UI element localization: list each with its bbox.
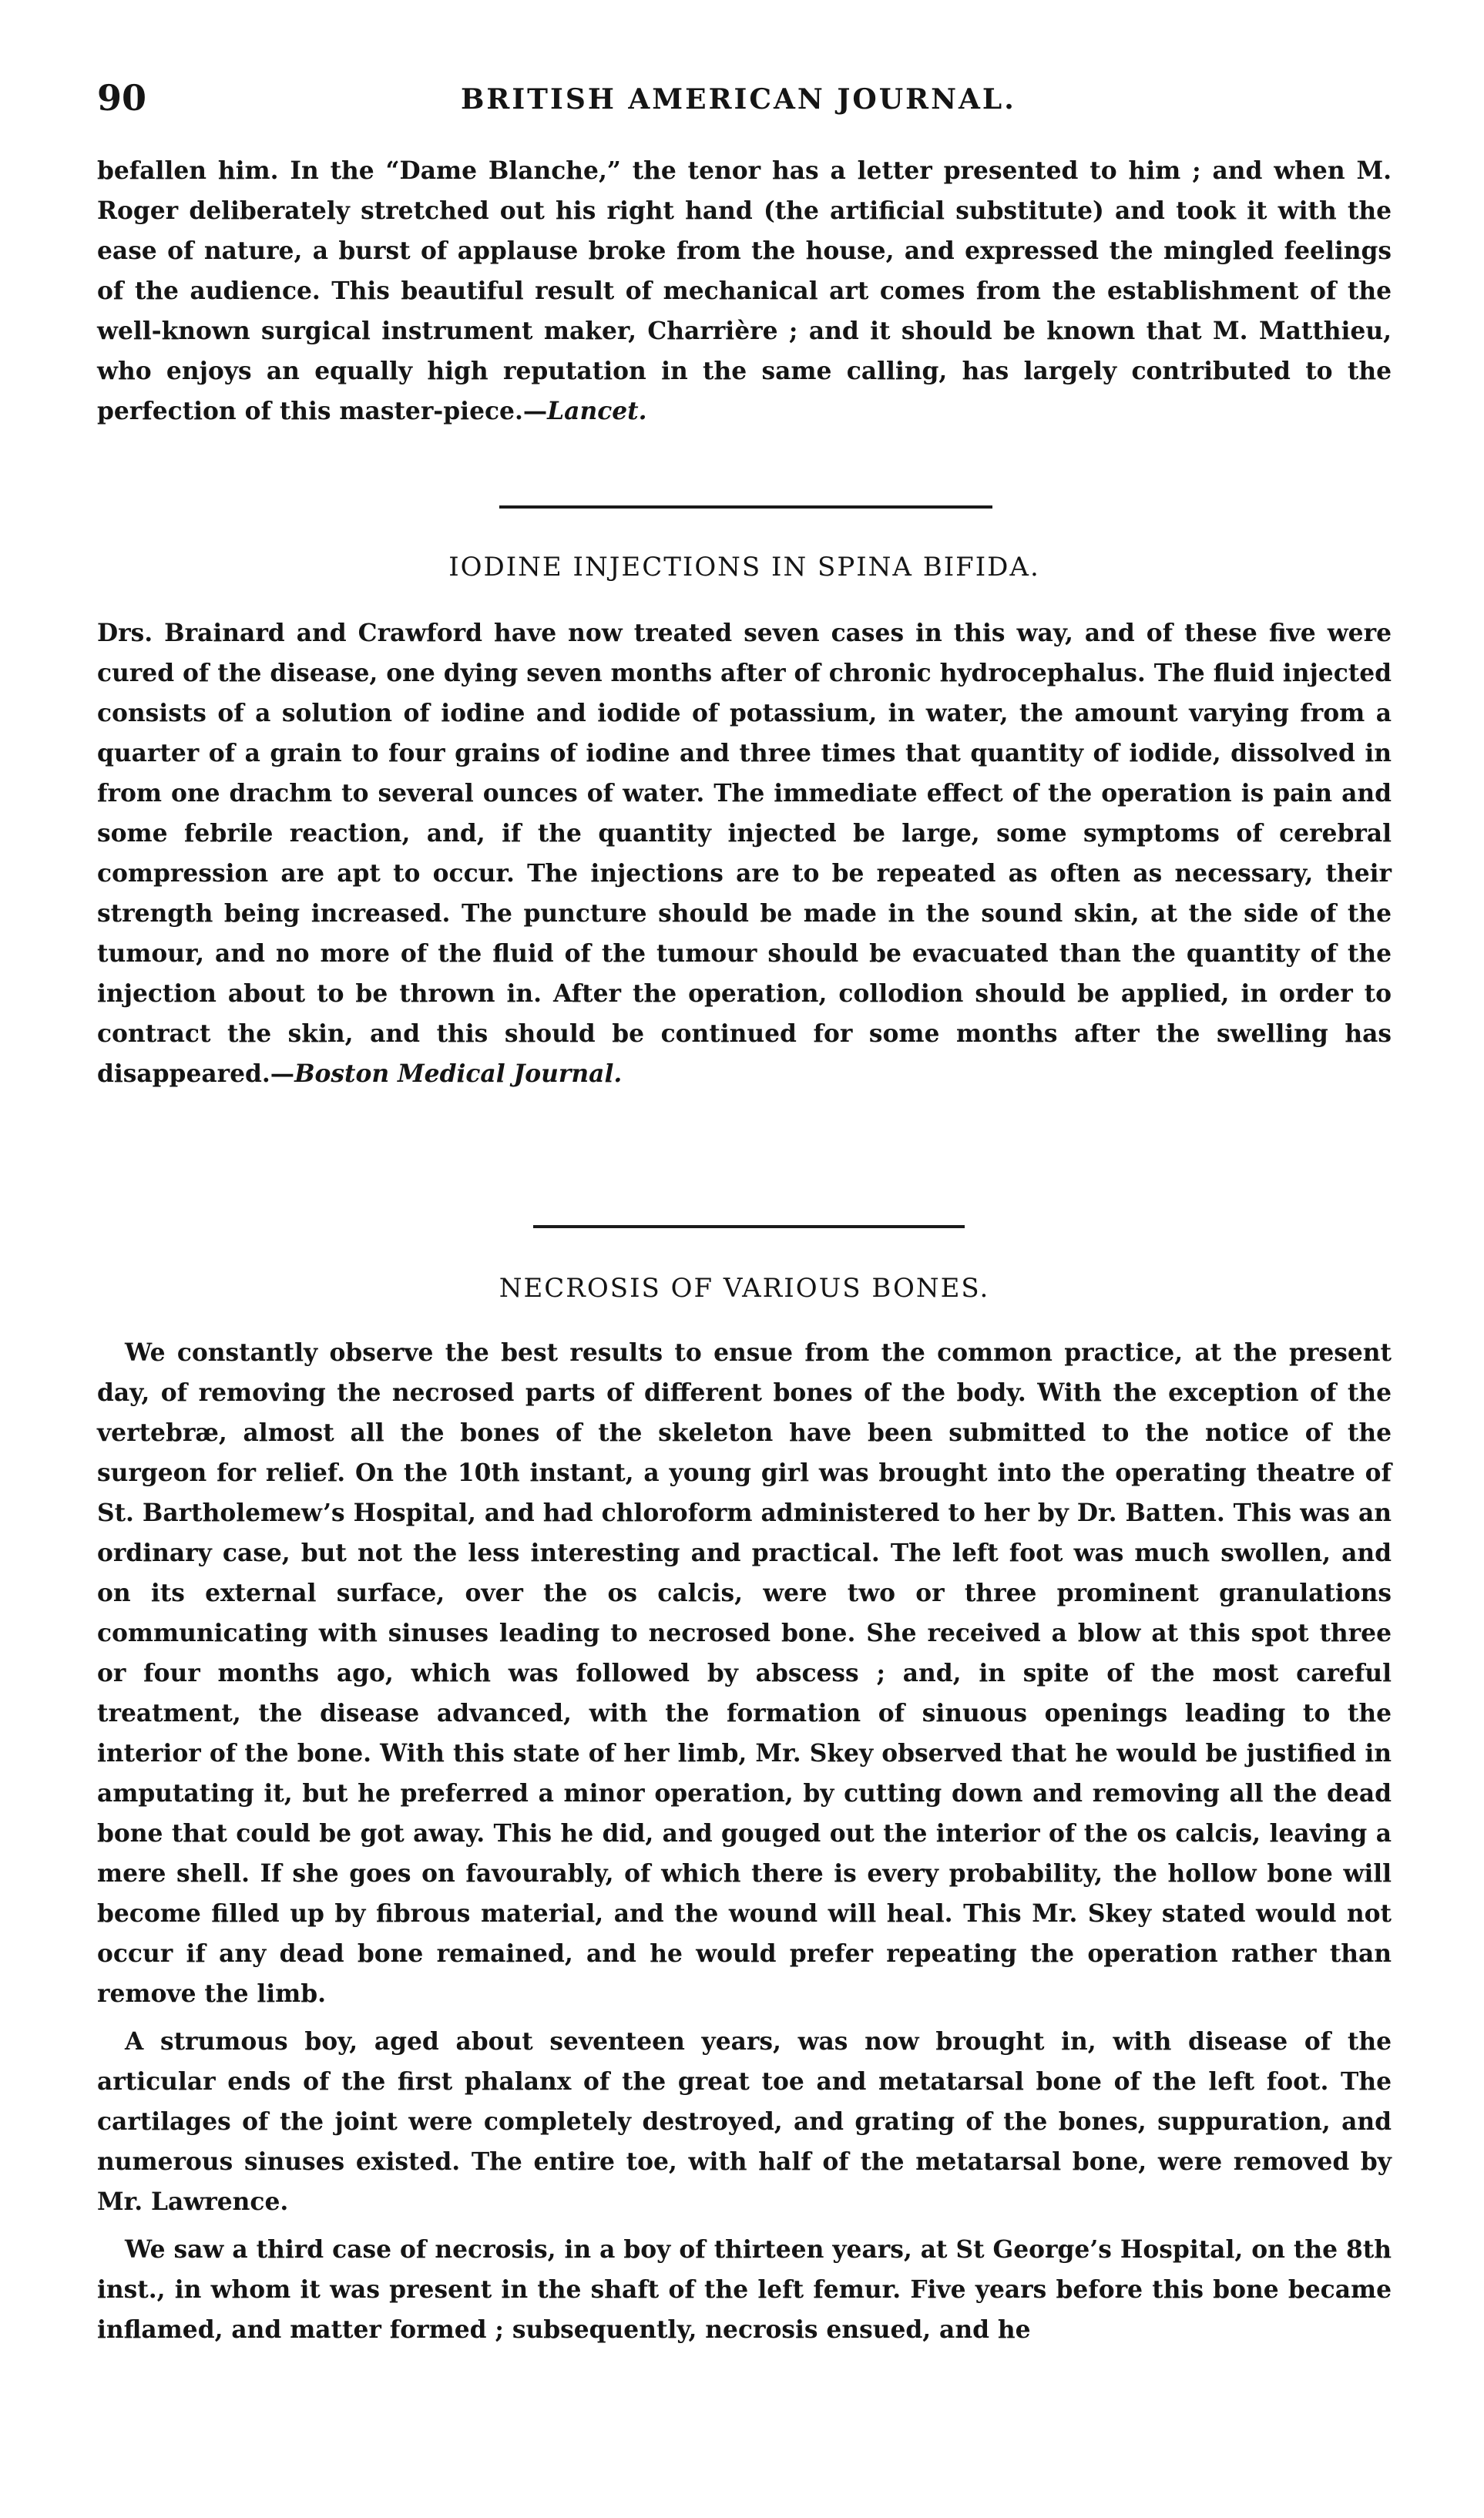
page-number: 90: [97, 77, 147, 119]
opening-paragraph-text: befallen him. In the “Dame Blanche,” the tenor has a letter presented to him ; and when M. Roger deliberately stretched out his right hand (the artificial substitute) and took it with the ease of nature, a burst of applause broke from the house, and expressed the mingled feelings of the audience. This beautiful result of mechanical art comes from the establishment of the well-known surgical instrument maker, Charrière ; and it should be known that M. Matthieu, who enjoys an equally high reputation in the same calling, has largely contributed to the perfection of this master-piece.—: [97, 157, 1392, 425]
opening-paragraph-source: Lancet.: [547, 398, 647, 425]
section-divider: [533, 1225, 965, 1228]
iodine-paragraph-text: Drs. Brainard and Crawford have now treated seven cases in this way, and of these five were cured of the disease, one dying seven months after of chronic hydrocephalus. The fluid injected consists of a solution of iodine and iodide of potassium, in water, the amount varying from a quarter of a grain to four grains of iodine and three times that quantity of iodide, dissolved in from one drachm to several ounces of water. The immediate effect of the operation is pain and some febrile reaction, and, if the quantity injected be large, some symptoms of cerebral compression are apt to occur. The injections are to be repeated as often as necessary, their strength being increased. The puncture should be made in the sound skin, at the side of the tumour, and no more of the fluid of the tumour should be evacuated than the quantity of the injection about to be thrown in. After the operation, collodion should be applied, in order to contract the skin, and this should be continued for some months after the swelling has disappeared.—: [97, 619, 1392, 1088]
necrosis-paragraph: A strumous boy, aged about seventeen years, was now brought in, with disease of the articular ends of the first phalanx of the great toe and metatarsal bone of the left foot. The cartilages of the joint were completely destroyed, and grating of the bones, suppuration, and numerous sinuses existed. The entire toe, with half of the metatarsal bone, were removed by Mr. Lawrence.: [97, 2028, 1392, 2216]
necrosis-paragraph: We saw a third case of necrosis, in a boy of thirteen years, at St George’s Hospital, on the 8th inst., in whom it was present in the shaft of the left femur. Five years before this bone became inflamed, and matter formed ; subsequently, necrosis ensued, and he: [97, 2236, 1392, 2344]
page-header: [97, 77, 1392, 123]
section-title-iodine: IODINE INJECTIONS IN SPINA BIFIDA.: [448, 552, 1040, 582]
iodine-paragraph-source: Boston Medical Journal.: [294, 1060, 623, 1088]
necrosis-paragraph: We constantly observe the best results to ensue from the common practice, at the present day, of removing the necrosed parts of different bones of the body. With the exception of the vertebræ, almost all the bones of the skeleton have been submitted to the notice of the surgeon for relief. On the 10th instant, a young girl was brought into the operating theatre of St. Bartholemew’s Hospital, and had chloroform administered to her by Dr. Batten. This was an ordinary case, but not the less interesting and practical. The left foot was much swollen, and on its external surface, over the os calcis, were two or three prominent granulations communicating with sinuses leading to necrosed bone. She received a blow at this spot three or four months ago, which was followed by abscess ; and, in spite of the most careful treatment, the disease advanced, with the formation of sinuous openings leading to the interior of the bone. With this state of her limb, Mr. Skey observed that he would be justified in amputating it, but he preferred a minor operation, by cutting down and removing all the dead bone that could be got away. This he did, and gouged out the interior of the os calcis, leaving a mere shell. If she goes on favourably, of which there is every probability, the hollow bone will become filled up by fibrous material, and the wound will heal. This Mr. Skey stated would not occur if any dead bone remained, and he would prefer repeating the operation rather than remove the limb.: [97, 1339, 1392, 2008]
section-divider: [499, 505, 992, 509]
running-title: BRITISH AMERICAN JOURNAL.: [461, 83, 1016, 116]
iodine-paragraph: [97, 613, 1392, 1094]
opening-paragraph: [97, 151, 1392, 431]
necrosis-paragraphs: [97, 1333, 1392, 2350]
section-title-necrosis: NECROSIS OF VARIOUS BONES.: [499, 1273, 990, 1304]
